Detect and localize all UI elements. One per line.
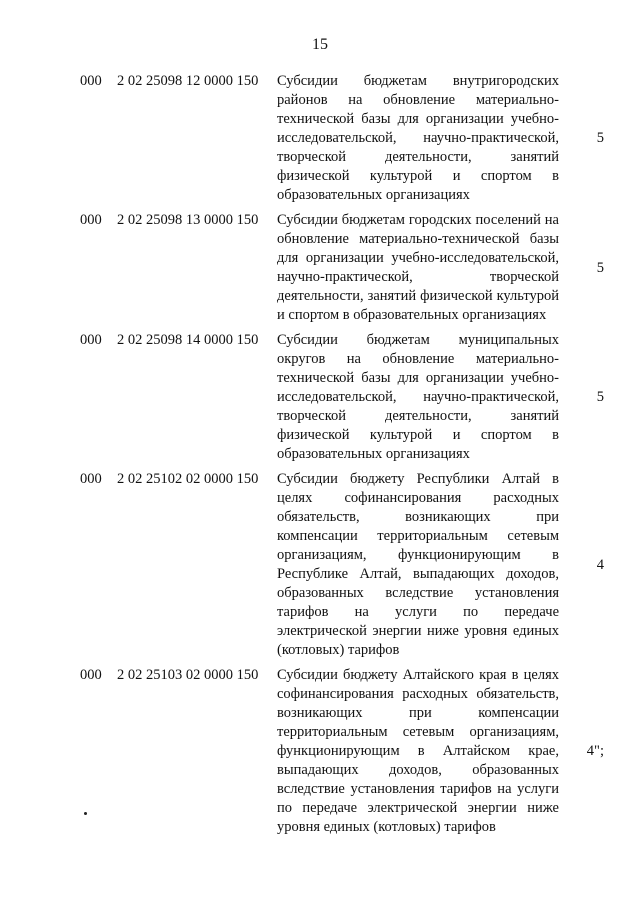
table-row <box>0 331 640 464</box>
budget-classification-code: 2 02 25103 02 0000 150 <box>117 667 259 683</box>
row-description: Субсидии бюджету Алтайского края в целях софинансирования расходных обязательств, возникающих при компенсации территориальным сетевым организациям, функционирующим в Алтайском крае, выпадающих доходов, образованных вследствие установления тарифов на услуги по передаче электрической энергии ниже уровня единых (котловых) тарифов <box>277 667 559 835</box>
budget-codes-table <box>0 72 640 843</box>
stray-mark <box>84 812 87 815</box>
budget-classification-code: 2 02 25098 12 0000 150 <box>117 73 259 89</box>
admin-code: 000 <box>80 332 102 348</box>
budget-classification-code: 2 02 25098 14 0000 150 <box>117 332 259 348</box>
table-row <box>0 211 640 325</box>
row-value: 5 <box>596 389 604 405</box>
budget-classification-code: 2 02 25098 13 0000 150 <box>117 212 259 228</box>
page-number: 15 <box>312 36 328 53</box>
row-description: Субсидии бюджетам городских поселений на обновление материально-технической базы для организации учебно-исследовательской, научно-практической, творческой деятельности, занятий физической культурой и спортом в образовательных организациях <box>277 212 559 323</box>
admin-code: 000 <box>80 212 102 228</box>
row-value: 5 <box>596 259 604 276</box>
row-value: 4"; <box>586 743 604 759</box>
admin-code: 000 <box>80 667 102 683</box>
row-value: 5 <box>596 130 604 146</box>
table-row <box>0 666 640 837</box>
row-description: Субсидии бюджетам муниципальных округов на обновление материально-технической базы для организации учебно-исследовательской, научно-практической, творческой деятельности, занятий физической культурой и спортом в образовательных организациях <box>277 332 559 462</box>
table-row <box>0 470 640 660</box>
row-description: Субсидии бюджету Республики Алтай в целях софинансирования расходных обязательств, возникающих при компенсации территориальным сетевым организациям, функционирующим в Республике Алтай, выпадающих доходов, образованных вследствие установления тарифов на услуги по передаче электрической энергии ниже уровня единых (котловых) тарифов <box>277 471 559 658</box>
admin-code: 000 <box>80 471 102 487</box>
budget-classification-code: 2 02 25102 02 0000 150 <box>117 471 259 487</box>
admin-code: 000 <box>80 73 102 89</box>
table-row <box>0 72 640 205</box>
row-value: 4 <box>596 556 604 573</box>
row-description: Субсидии бюджетам внутригородских районов на обновление материально-технической базы для организации учебно-исследовательской, научно-практической, творческой деятельности, занятий физической культурой и спортом в образовательных организациях <box>277 73 559 203</box>
